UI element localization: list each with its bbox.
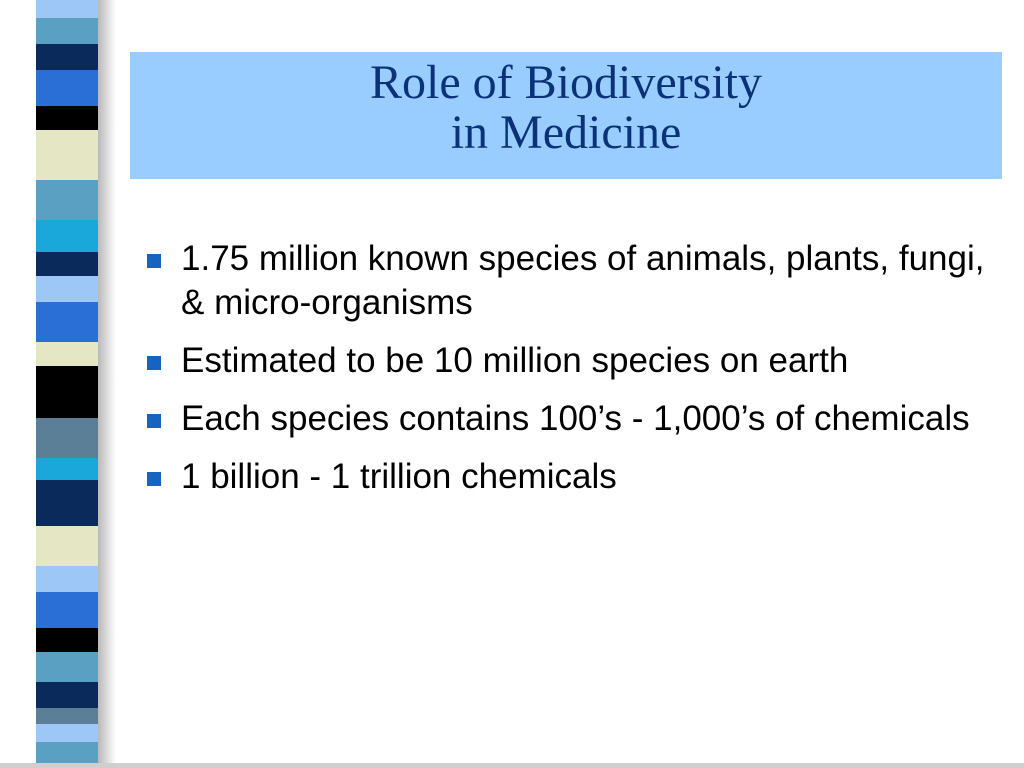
bottom-divider bbox=[0, 763, 1024, 768]
strip-band bbox=[36, 0, 98, 18]
bullet-text: 1 billion - 1 trillion chemicals bbox=[181, 457, 617, 496]
strip-band bbox=[36, 458, 98, 480]
strip-band bbox=[36, 724, 98, 742]
square-bullet-icon bbox=[147, 414, 161, 428]
slide-title bbox=[130, 58, 1002, 158]
strip-band bbox=[36, 526, 98, 566]
title-bar bbox=[130, 52, 1002, 179]
bullet-item bbox=[145, 397, 1015, 441]
bullet-text: Estimated to be 10 million species on earth bbox=[181, 341, 849, 380]
strip-band bbox=[36, 418, 98, 458]
strip-band bbox=[36, 276, 98, 302]
strip-band bbox=[36, 70, 98, 106]
strip-band bbox=[36, 106, 98, 130]
strip-band bbox=[36, 566, 98, 592]
strip-band bbox=[36, 628, 98, 652]
strip-band bbox=[36, 302, 98, 342]
strip-band bbox=[36, 682, 98, 708]
title-line-1: Role of Biodiversity bbox=[370, 56, 762, 109]
strip-band bbox=[36, 592, 98, 628]
strip-band bbox=[36, 180, 98, 220]
strip-band bbox=[36, 252, 98, 276]
strip-band bbox=[36, 44, 98, 70]
bullet-item bbox=[145, 455, 1015, 499]
square-bullet-icon bbox=[147, 254, 161, 268]
bullet-text: Each species contains 100’s - 1,000’s of chemicals bbox=[181, 399, 970, 438]
strip-band bbox=[36, 220, 98, 252]
square-bullet-icon bbox=[147, 356, 161, 370]
strip-band bbox=[36, 130, 98, 180]
strip-band bbox=[36, 652, 98, 682]
strip-band bbox=[36, 342, 98, 366]
bullet-list bbox=[145, 237, 1015, 513]
bullet-item bbox=[145, 237, 1015, 325]
strip-band bbox=[36, 366, 98, 418]
decorative-color-strip bbox=[36, 0, 98, 768]
square-bullet-icon bbox=[147, 472, 161, 486]
title-line-2: in Medicine bbox=[450, 106, 682, 159]
strip-band bbox=[36, 18, 98, 44]
strip-shadow bbox=[98, 0, 116, 768]
strip-band bbox=[36, 480, 98, 526]
bullet-item bbox=[145, 339, 1015, 383]
bullet-text: 1.75 million known species of animals, plants, fungi, & micro-organisms bbox=[181, 239, 985, 322]
strip-band bbox=[36, 708, 98, 724]
